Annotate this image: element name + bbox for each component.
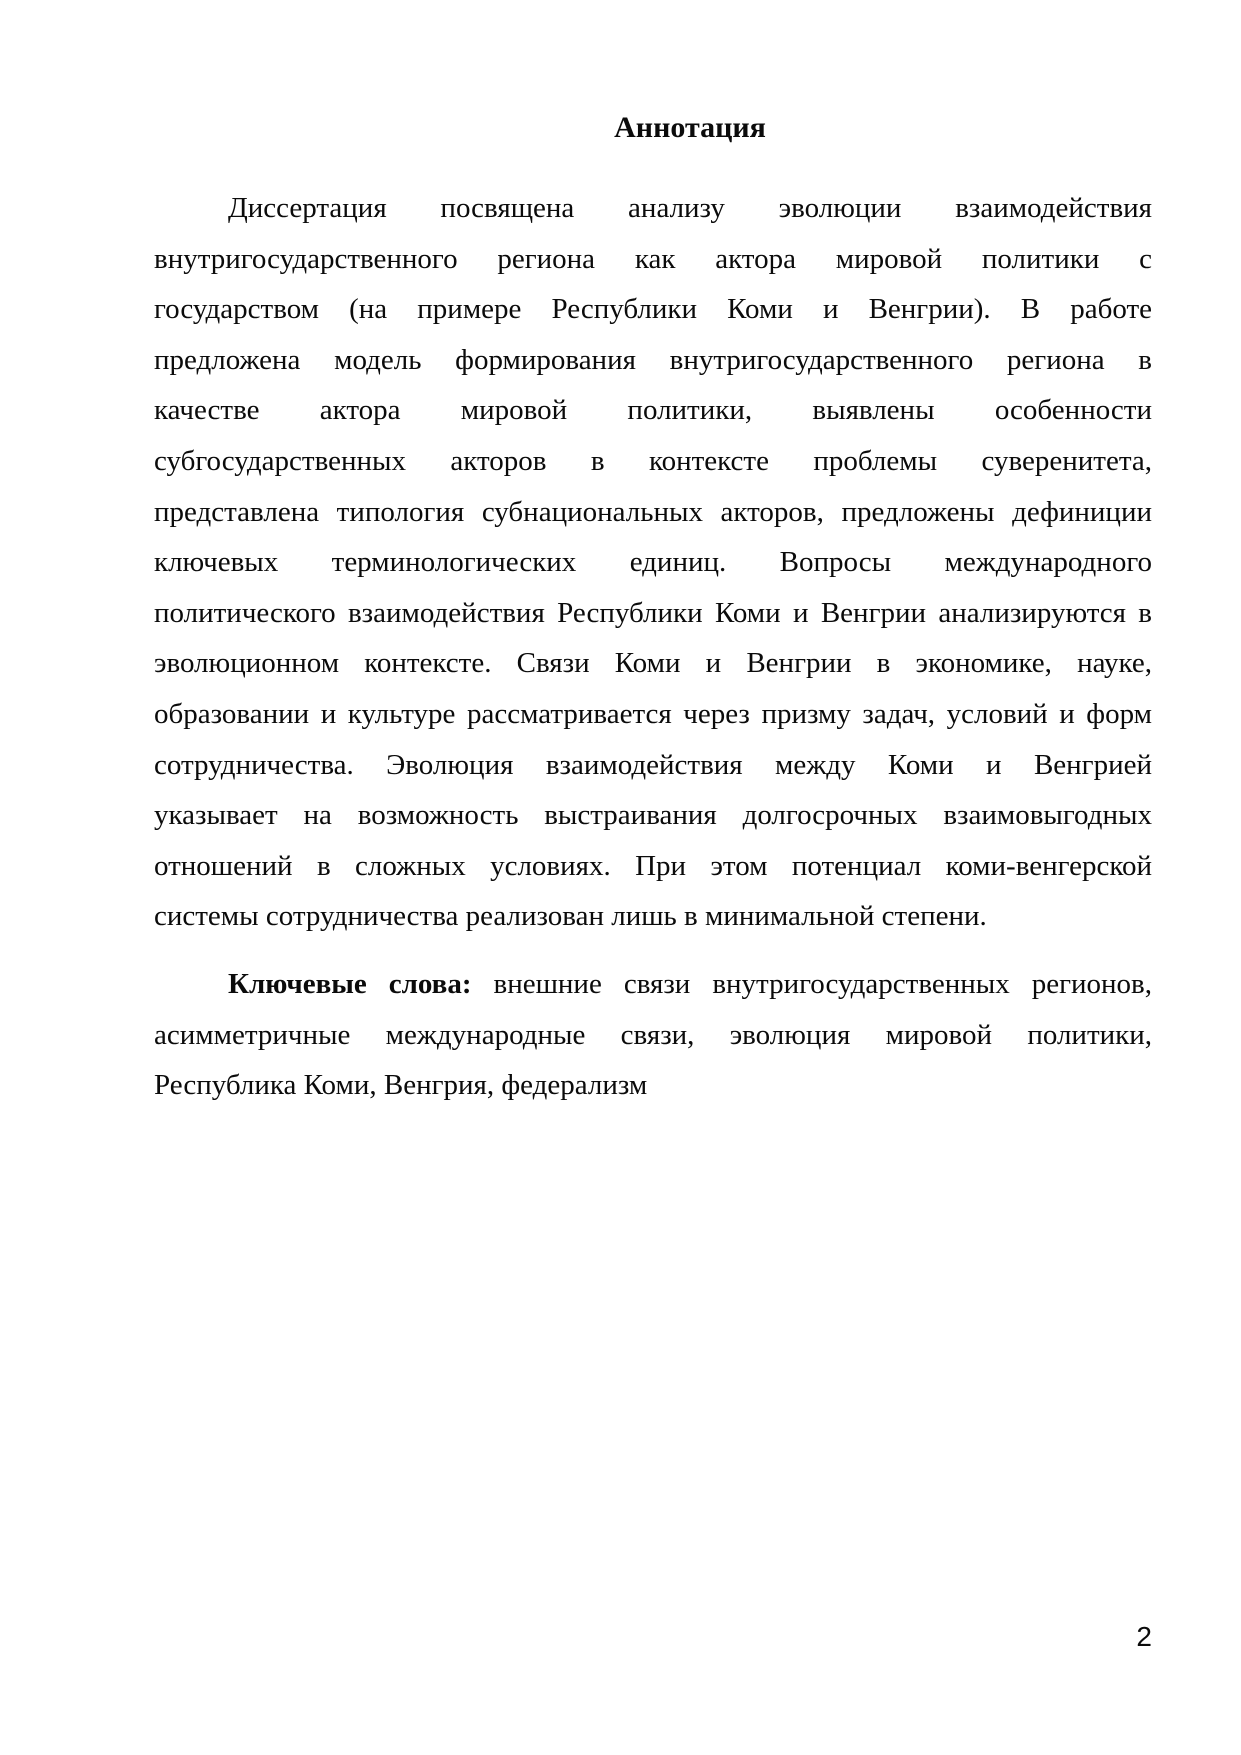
abstract-line: образовании и культуре рассматривается через призму задач, условий и форм bbox=[154, 697, 1152, 730]
abstract-line: представлена типология субнациональных акторов, предложены дефиниции bbox=[154, 495, 1152, 528]
page-number: 2 bbox=[1136, 1621, 1152, 1652]
abstract-line: эволюционном контексте. Связи Коми и Венгрии в экономике, науке, bbox=[154, 647, 1152, 680]
abstract-paragraph bbox=[154, 183, 1152, 942]
abstract-line: политического взаимодействия Республики Коми и Венгрии анализируются в bbox=[154, 596, 1152, 629]
abstract-line: ключевых терминологических единиц. Вопросы международного bbox=[154, 546, 1152, 579]
keywords-line bbox=[154, 959, 1152, 1010]
abstract-line: Диссертация посвящена анализу эволюции взаимодействия bbox=[228, 192, 1152, 224]
page-title: Аннотация bbox=[614, 111, 766, 144]
abstract-line: предложена модель формирования внутригосударственного региона в bbox=[154, 343, 1152, 376]
abstract-line: качестве актора мировой политики, выявлены особенности bbox=[154, 394, 1152, 427]
abstract-line: субгосударственных акторов в контексте проблемы суверенитета, bbox=[154, 444, 1152, 477]
keywords-paragraph bbox=[154, 959, 1152, 1111]
keywords-label: Ключевые слова: bbox=[228, 968, 472, 1000]
keywords-line-rest: внешние связи внутригосударственных регионов, bbox=[471, 968, 1152, 1000]
abstract-line: государством (на примере Республики Коми и Венгрии). В работе bbox=[154, 293, 1152, 326]
keywords-line: асимметричные международные связи, эволюция мировой политики, bbox=[154, 1018, 1152, 1051]
abstract-line: сотрудничества. Эволюция взаимодействия между Коми и Венгрией bbox=[154, 748, 1152, 781]
keywords-line: Республика Коми, Венгрия, федерализм bbox=[154, 1069, 648, 1102]
abstract-line: отношений в сложных условиях. При этом потенциал коми-венгерской bbox=[154, 849, 1152, 882]
abstract-line: указывает на возможность выстраивания долгосрочных взаимовыгодных bbox=[154, 799, 1152, 832]
abstract-line: внутригосударственного региона как актора мировой политики с bbox=[154, 242, 1152, 275]
abstract-line: системы сотрудничества реализован лишь в минимальной степени. bbox=[154, 900, 987, 933]
